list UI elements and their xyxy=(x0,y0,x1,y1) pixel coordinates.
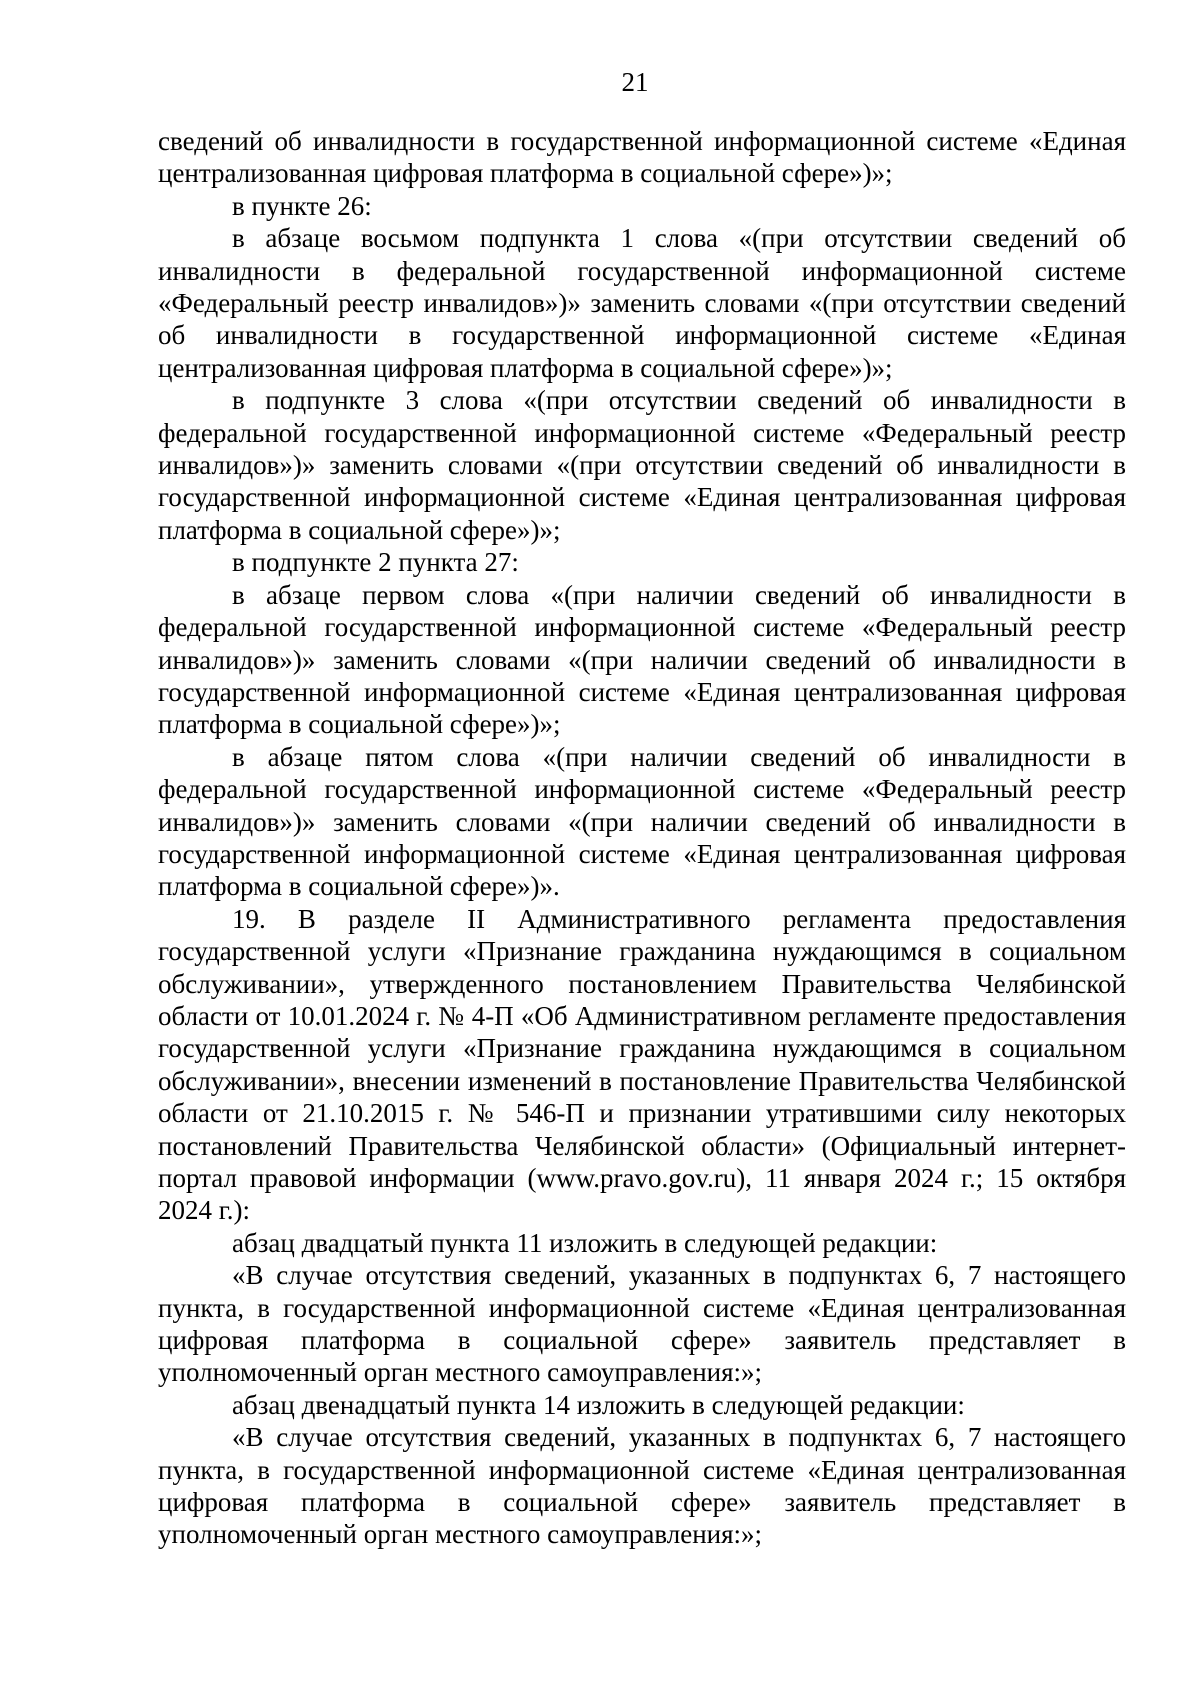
paragraph-point-27: в подпункте 2 пункта 27: xyxy=(232,547,519,578)
paragraph-point-27-abzac-5: в абзаце пятом слова «(при наличии сведений об инвалидности в федеральной государственной информационной системе «Федеральный реестр инвалидов»)» заменить словами «(при наличии сведений об инвалидности в государственной информационной системе «Единая централизованная цифровая платформа в социальной сфере»)». xyxy=(158,741,1126,902)
paragraph-point-11-text: «В случае отсутствия сведений, указанных в подпунктах 6, 7 настоящего пункта, в государственной информационной системе «Единая централизованная цифровая платформа в социальной сфере» заявитель представляет в уполномоченный орган местного самоуправления:»; xyxy=(158,1260,1126,1388)
page-number: 21 xyxy=(621,67,649,97)
paragraph-point-26-sub-1: в абзаце восьмом подпункта 1 слова «(при отсутствии сведений об инвалидности в федеральной государственной информационной системе «Федеральный реестр инвалидов»)» заменить словами «(при отсутствии сведений об инвалидности в государственной информационной системе «Единая централизованная цифровая платформа в социальной сфере»)»; xyxy=(158,223,1126,383)
document-body xyxy=(158,125,1126,1551)
paragraph-point-11: абзац двадцатый пункта 11 изложить в следующей редакции: xyxy=(232,1227,938,1258)
paragraph-point-14: абзац двенадцатый пункта 14 изложить в следующей редакции: xyxy=(232,1389,965,1420)
paragraph-point-27-abzac-1: в абзаце первом слова «(при наличии сведений об инвалидности в федеральной государственной информационной системе «Федеральный реестр инвалидов»)» заменить словами «(при наличии сведений об инвалидности в государственной информационной системе «Единая централизованная цифровая платформа в социальной сфере»)»; xyxy=(158,579,1126,740)
paragraph-point-26-sub-3: в подпункте 3 слова «(при отсутствии сведений об инвалидности в федеральной государственной информационной системе «Федеральный реестр инвалидов»)» заменить словами «(при отсутствии сведений об инвалидности в государственной информационной системе «Единая централизованная цифровая платформа в социальной сфере»)»; xyxy=(158,385,1126,545)
paragraph-continuation: сведений об инвалидности в государственной информационной системе «Единая централизованная цифровая платформа в социальной сфере»)»; xyxy=(158,126,1126,189)
paragraph-point-14-text: «В случае отсутствия сведений, указанных в подпунктах 6, 7 настоящего пункта, в государственной информационной системе «Единая централизованная цифровая платформа в социальной сфере» заявитель представляет в уполномоченный орган местного самоуправления:»; xyxy=(158,1422,1126,1550)
paragraph-item-19: 19. В разделе II Административного регламента предоставления государственной услуги «Признание гражданина нуждающимся в социальном обслуживании», утвержденного постановлением Правительства Челябинской области от 10.01.2024 г. № 4-П «Об Административном регламенте предоставления государственной услуги «Признание гражданина нуждающимся в социальном обслуживании», внесении изменений в постановление Правительства Челябинской области от 21.10.2015 г. № 546-П и признании утратившими силу некоторых постановлений Правительства Челябинской области» (Официальный интернет-портал правовой информации (www.pravo.gov.ru), 11 января 2024 г.; 15 октября 2024 г.): xyxy=(158,903,1126,1226)
paragraph-point-26: в пункте 26: xyxy=(232,190,372,221)
